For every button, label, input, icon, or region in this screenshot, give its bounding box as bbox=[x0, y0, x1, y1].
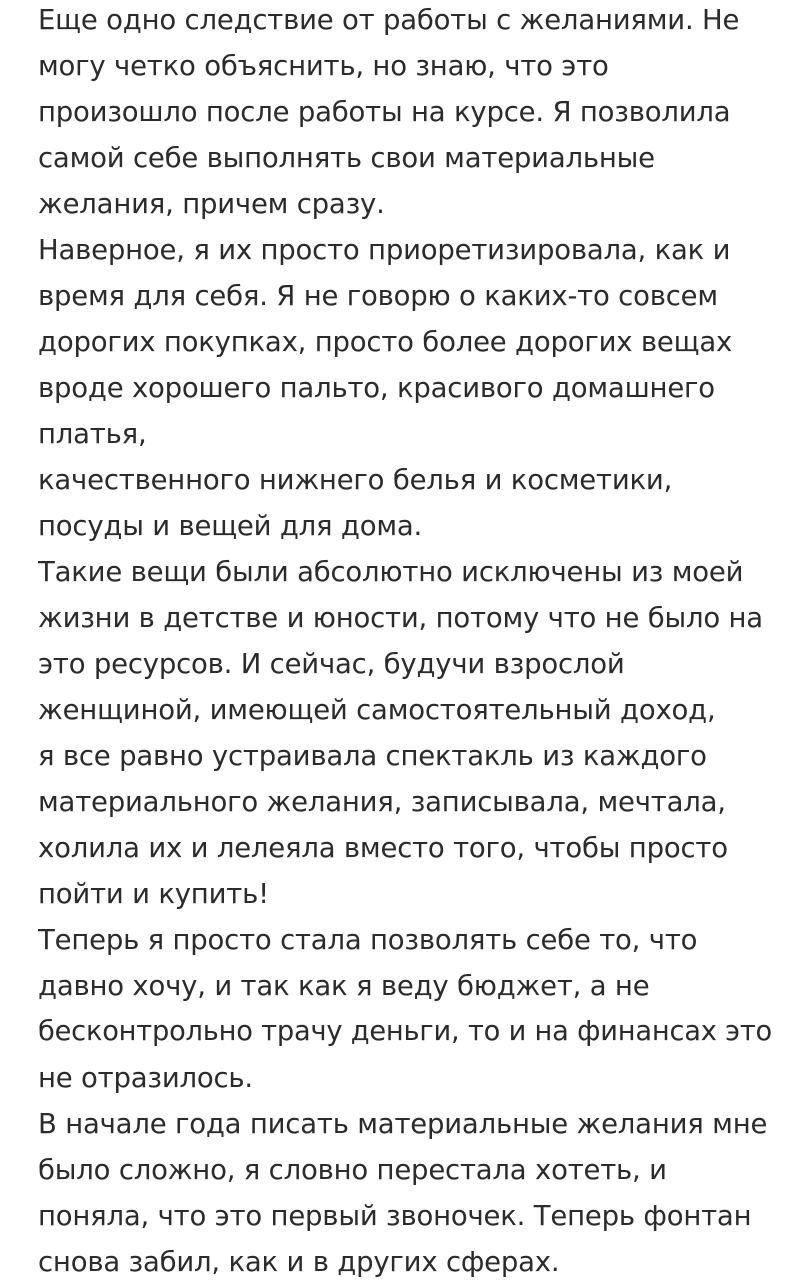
text-line: Теперь я просто стала позволять себе то, что bbox=[38, 924, 698, 956]
text-line: было сложно, я словно перестала хотеть, и bbox=[38, 1154, 667, 1186]
text-line: посуды и вещей для дома. bbox=[38, 510, 423, 542]
text-line: вроде хорошего пальто, красивого домашнего bbox=[38, 372, 715, 404]
text-line: женщиной, имеющей самостоятельный доход, bbox=[38, 694, 716, 726]
text-line: давно хочу, и так как я веду бюджет, а не bbox=[38, 970, 650, 1002]
document-body bbox=[38, 0, 778, 1285]
text-line: дорогих покупках, просто более дорогих вещах bbox=[38, 326, 733, 358]
text-line: жизни в детстве и юности, потому что не было на bbox=[38, 602, 763, 634]
text-line: платья, bbox=[38, 418, 147, 450]
text-line: качественного нижнего белья и косметики, bbox=[38, 464, 673, 496]
text-line: В начале года писать материальные желания мне bbox=[38, 1108, 768, 1140]
text-line: произошло после работы на курсе. Я позволила bbox=[38, 96, 731, 128]
text-line: желания, причем сразу. bbox=[38, 188, 385, 220]
text-line: материального желания, записывала, мечтала, bbox=[38, 786, 726, 818]
text-line: снова забил, как и в других сферах. bbox=[38, 1246, 560, 1278]
text-line: время для себя. Я не говорю о каких-то совсем bbox=[38, 280, 718, 312]
text-line: это ресурсов. И сейчас, будучи взрослой bbox=[38, 648, 625, 680]
text-line: самой себе выполнять свои материальные bbox=[38, 142, 655, 174]
text-line: холила их и лелеяла вместо того, чтобы просто bbox=[38, 832, 728, 864]
text-line: бесконтрольно трачу деньги, то и на финансах это bbox=[38, 1016, 773, 1047]
text-line: я все равно устраивала спектакль из каждого bbox=[38, 740, 707, 772]
text-line: не отразилось. bbox=[38, 1062, 253, 1094]
text-line: Еще одно следствие от работы с желаниями. Не bbox=[38, 4, 740, 36]
text-line: могу четко объяснить, но знаю, что это bbox=[38, 50, 609, 82]
text-line: Наверное, я их просто приоретизировала, как и bbox=[38, 234, 731, 266]
text-line: пойти и купить! bbox=[38, 878, 269, 910]
text-line: поняла, что это первый звоночек. Теперь фонтан bbox=[38, 1200, 752, 1232]
text-line: Такие вещи были абсолютно исключены из моей bbox=[38, 556, 744, 588]
